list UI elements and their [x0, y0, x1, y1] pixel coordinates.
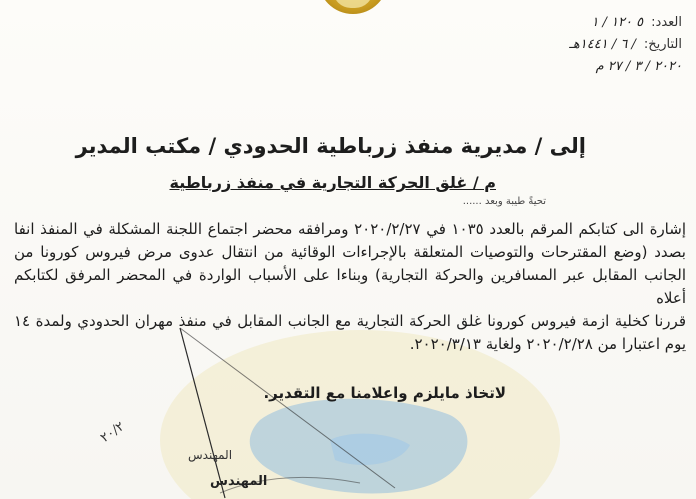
greeting: تحيةً طيبة وبعد ...... — [462, 196, 546, 207]
closing-line: لاتخاذ مايلزم واعلامنا مع التقدير. — [263, 384, 506, 402]
body-paragraph-2: قررنا كخلية ازمة فيروس كورونا غلق الحركة التجارية مع الجانب المقابل في منفذ مهران الحدودي ولمدة ١٤ يوم اعتبارا من ٢٠٢٠/٢/٢٨ ولغاية ٢٠٢٠/٣/١٣. — [14, 312, 686, 353]
body-paragraph-1: إشارة الى كتابكم المرقم بالعدد ١٠٣٥ في ٢٠٢٠/٢/٢٧ ومرافقه محضر اجتماع اللجنة المشكلة في المنفذ انفا بصدد (وضع المقترحات والتوصيات المتعلقة بالإجراءات الوقائية من انتقال عدوى مرض فيروس كورونا من الجانب المقابل عبر المسافرين والحركة التجارية) وبناءا على الأسباب الواردة في المحضر المرفق لكتابكم أعلاه — [14, 220, 686, 307]
document-reference — [432, 12, 682, 78]
subject-line: م / غلق الحركة التجارية في منفذ زرباطية — [169, 173, 496, 192]
date-hijri: / ٦ / ١٤٤١هـ — [569, 37, 636, 52]
date-row — [432, 34, 682, 56]
number-row — [432, 12, 682, 34]
signature-name: المهندس — [210, 474, 268, 489]
recipient-line: إلى / مديرية منفذ زرباطية الحدودي / مكتب المدير — [75, 134, 586, 158]
number-value: ٥ ١٢٠ / ١ — [591, 15, 644, 30]
letter-body — [14, 218, 686, 356]
number-label: العدد: — [651, 15, 682, 30]
date-gregorian: ٢٠٢٠ / ٣ / ٢٧ م — [595, 59, 682, 74]
date-gregorian-row — [432, 56, 682, 78]
signature-initials: ٢٠/٢ — [97, 419, 128, 446]
signature-title: المهندس — [188, 448, 233, 462]
date-label: التاريخ: — [643, 37, 682, 52]
